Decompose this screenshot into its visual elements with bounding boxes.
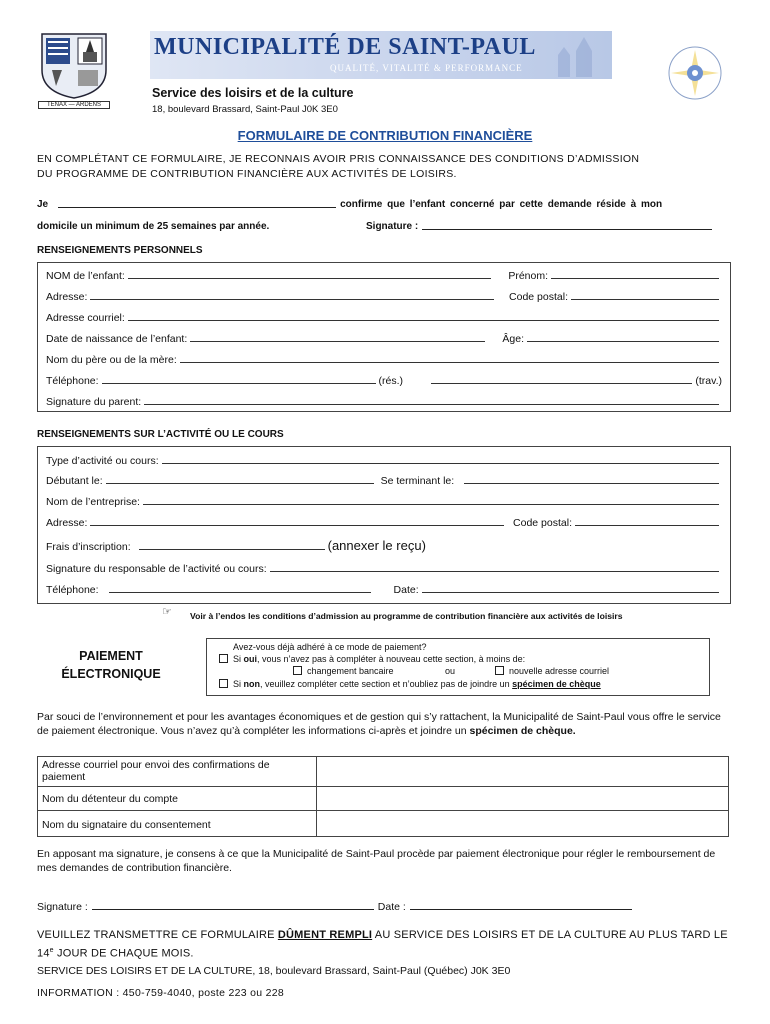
return-sup: e bbox=[49, 947, 54, 954]
child-name-label: NOM de l’enfant: bbox=[46, 270, 125, 282]
parent-signature-label: Signature du parent: bbox=[46, 396, 142, 408]
start-field[interactable] bbox=[106, 482, 374, 484]
company-field[interactable] bbox=[143, 503, 719, 505]
crest-motto: TENAX — ARDENS bbox=[38, 101, 110, 109]
activity-phone-label: Téléphone: bbox=[46, 584, 99, 596]
church-silhouette bbox=[546, 33, 606, 77]
age-field[interactable] bbox=[527, 340, 719, 342]
responsible-signature-label: Signature du responsable de l’activité ou cours: bbox=[46, 563, 267, 575]
consent-signer-field[interactable] bbox=[317, 811, 729, 837]
signature-field[interactable] bbox=[422, 229, 712, 230]
or-text: ou bbox=[445, 666, 456, 676]
company-label: Nom de l’entreprise: bbox=[46, 496, 140, 508]
signature-label: Signature : bbox=[366, 221, 419, 232]
first-name-label: Prénom: bbox=[508, 270, 548, 282]
activity-phone-field[interactable] bbox=[109, 591, 371, 593]
payment-signature-label: Signature : bbox=[37, 901, 88, 913]
option-no[interactable] bbox=[219, 679, 601, 689]
confirm-line bbox=[37, 199, 727, 210]
banner bbox=[150, 31, 612, 79]
new-email-label: nouvelle adresse courriel bbox=[509, 666, 610, 676]
payment-paragraph-bold: spécimen de chèque. bbox=[469, 725, 576, 737]
option-email[interactable] bbox=[495, 666, 609, 676]
specimen-text: spécimen de chèque bbox=[512, 679, 601, 689]
end-label: Se terminant le: bbox=[380, 475, 455, 487]
postal-code-field[interactable] bbox=[571, 298, 719, 300]
confirm-text: confirme que l’enfant concerné par cette demande réside à mon bbox=[340, 199, 663, 210]
return-bold: DÛMENT REMPLI bbox=[277, 929, 373, 941]
age-label: Âge: bbox=[502, 333, 524, 345]
birth-date-label: Date de naissance de l’enfant: bbox=[46, 333, 188, 345]
activity-type-field[interactable] bbox=[162, 462, 719, 464]
activity-postal-field[interactable] bbox=[575, 524, 719, 526]
signature-line bbox=[366, 221, 712, 232]
seal-logo bbox=[655, 40, 735, 106]
payment-signature-line bbox=[37, 901, 632, 913]
personal-heading: RENSEIGNEMENTS PERSONNELS bbox=[37, 245, 203, 256]
first-name-field[interactable] bbox=[551, 277, 719, 279]
payment-title-1: PAIEMENT bbox=[79, 649, 143, 663]
intro-line-1: EN COMPLÉTANT CE FORMULAIRE, JE RECONNAIS AVOIR PRIS CONNAISSANCE DES CONDITIONS D’ADMISSION bbox=[37, 153, 640, 165]
no-bold: non bbox=[243, 679, 261, 689]
return-end: JOUR DE CHAQUE MOIS. bbox=[53, 947, 194, 960]
account-holder-label: Nom du détenteur du compte bbox=[38, 787, 317, 811]
parent-name-label: Nom du père ou de la mère: bbox=[46, 354, 177, 366]
payment-question-box bbox=[206, 638, 710, 696]
phone-res-label: (rés.) bbox=[378, 375, 404, 387]
intro-line-2: DU PROGRAMME DE CONTRIBUTION FINANCIÈRE AUX ACTIVITÉS DE LOISIRS. bbox=[37, 168, 457, 180]
crest-logo bbox=[38, 30, 110, 110]
phone-work-field[interactable] bbox=[431, 382, 692, 384]
phone-res-field[interactable] bbox=[102, 382, 376, 384]
birth-date-field[interactable] bbox=[190, 340, 485, 342]
checkbox-yes[interactable] bbox=[219, 654, 228, 663]
footer-info: INFORMATION : 450-759-4040, poste 223 ou 228 bbox=[37, 987, 285, 999]
activity-date-field[interactable] bbox=[422, 591, 719, 593]
annex-note: (annexer le reçu) bbox=[327, 538, 426, 553]
personal-box bbox=[37, 262, 731, 412]
phone-work-label: (trav.) bbox=[695, 375, 722, 387]
checkbox-no[interactable] bbox=[219, 679, 228, 688]
option-bank[interactable] bbox=[293, 666, 394, 676]
conditions-note: Voir à l’endos les conditions d’admission au programme de contribution financière aux activités de loisirs bbox=[190, 611, 623, 621]
checkbox-new-email[interactable] bbox=[495, 666, 504, 675]
return-before: VEUILLEZ TRANSMETTRE CE FORMULAIRE bbox=[37, 929, 278, 941]
footer-address: SERVICE DES LOISIRS ET DE LA CULTURE, 18, boulevard Brassard, Saint-Paul (Québec) J0K 3E0 bbox=[37, 965, 511, 977]
service-address: 18, boulevard Brassard, Saint-Paul J0K 3E0 bbox=[152, 104, 338, 115]
account-holder-field[interactable] bbox=[317, 787, 729, 811]
activity-heading: RENSEIGNEMENTS SUR L’ACTIVITÉ OU LE COURS bbox=[37, 429, 284, 440]
payment-date-label: Date : bbox=[377, 901, 406, 913]
responsible-signature-field[interactable] bbox=[270, 570, 719, 572]
address-field[interactable] bbox=[90, 298, 494, 300]
je-label: Je bbox=[37, 199, 49, 210]
no-rest: , veuillez compléter cette section et n’oubliez pas de joindre un bbox=[260, 679, 513, 689]
activity-address-label: Adresse: bbox=[46, 517, 88, 529]
domicile-text: domicile un minimum de 25 semaines par année. bbox=[37, 221, 270, 232]
phone-label: Téléphone: bbox=[46, 375, 99, 387]
service-name: Service des loisirs et de la culture bbox=[152, 86, 354, 100]
address-label: Adresse: bbox=[46, 291, 88, 303]
end-field[interactable] bbox=[464, 482, 719, 484]
email-field[interactable] bbox=[128, 319, 719, 321]
parent-name-field[interactable] bbox=[58, 207, 336, 208]
postal-code-label: Code postal: bbox=[509, 291, 568, 303]
banner-tagline: QUALITÉ, VITALITÉ & PERFORMANCE bbox=[330, 63, 523, 73]
pointing-hand-icon: ☞ bbox=[162, 606, 172, 618]
payment-question: Avez-vous déjà adhéré à ce mode de paiement? bbox=[233, 642, 427, 652]
return-instructions bbox=[37, 928, 729, 962]
yes-prefix: Si bbox=[233, 654, 244, 664]
start-label: Débutant le: bbox=[46, 475, 103, 487]
payment-paragraph-text: Par souci de l’environnement et pour les avantages économiques et de gestion qui s’y rattachent, la Municipalité de Saint-Paul vous offre le service de paiement électronique. Vous n’avez qu’à compléter les informations ci-après et joindre un bbox=[37, 711, 721, 737]
yes-rest: , vous n’avez pas à compléter à nouveau cette section, à moins de: bbox=[257, 654, 526, 664]
child-name-field[interactable] bbox=[128, 277, 492, 279]
form-title: FORMULAIRE DE CONTRIBUTION FINANCIÈRE bbox=[237, 128, 533, 143]
checkbox-bank-change[interactable] bbox=[293, 666, 302, 675]
activity-type-label: Type d’activité ou cours: bbox=[46, 455, 159, 467]
payment-table bbox=[37, 756, 729, 837]
yes-bold: oui bbox=[243, 654, 258, 664]
email-confirm-field[interactable] bbox=[317, 757, 729, 787]
payment-paragraph bbox=[37, 710, 729, 738]
activity-date-label: Date: bbox=[393, 584, 419, 596]
consent-text: En apposant ma signature, je consens à ce que la Municipalité de Saint-Paul procède par paiement électronique pour régler le remboursement de mes demandes de contribution financière. bbox=[37, 848, 716, 874]
bank-change-label: changement bancaire bbox=[307, 666, 394, 676]
option-yes[interactable] bbox=[219, 654, 525, 664]
no-prefix: Si bbox=[233, 679, 244, 689]
parent-signature-field[interactable] bbox=[144, 403, 719, 405]
return-after: AU SERVICE DES LOISIRS ET DE LA CULTURE AU PLUS TARD LE 14 bbox=[37, 929, 728, 960]
activity-address-field[interactable] bbox=[90, 524, 504, 526]
email-confirm-label: Adresse courriel pour envoi des confirmations de paiement bbox=[38, 757, 317, 787]
email-label: Adresse courriel: bbox=[46, 312, 125, 324]
banner-title: MUNICIPALITÉ DE SAINT-PAUL bbox=[154, 34, 536, 60]
parent-name-input[interactable] bbox=[180, 361, 719, 363]
activity-box bbox=[37, 446, 731, 604]
activity-postal-label: Code postal: bbox=[513, 517, 572, 529]
payment-signature-field[interactable] bbox=[92, 909, 374, 910]
payment-date-field[interactable] bbox=[410, 909, 632, 910]
fee-label: Frais d’inscription: bbox=[46, 541, 131, 553]
payment-title-2: ÉLECTRONIQUE bbox=[61, 667, 161, 681]
fee-field[interactable] bbox=[139, 548, 325, 550]
consent-signer-label: Nom du signataire du consentement bbox=[38, 811, 317, 837]
